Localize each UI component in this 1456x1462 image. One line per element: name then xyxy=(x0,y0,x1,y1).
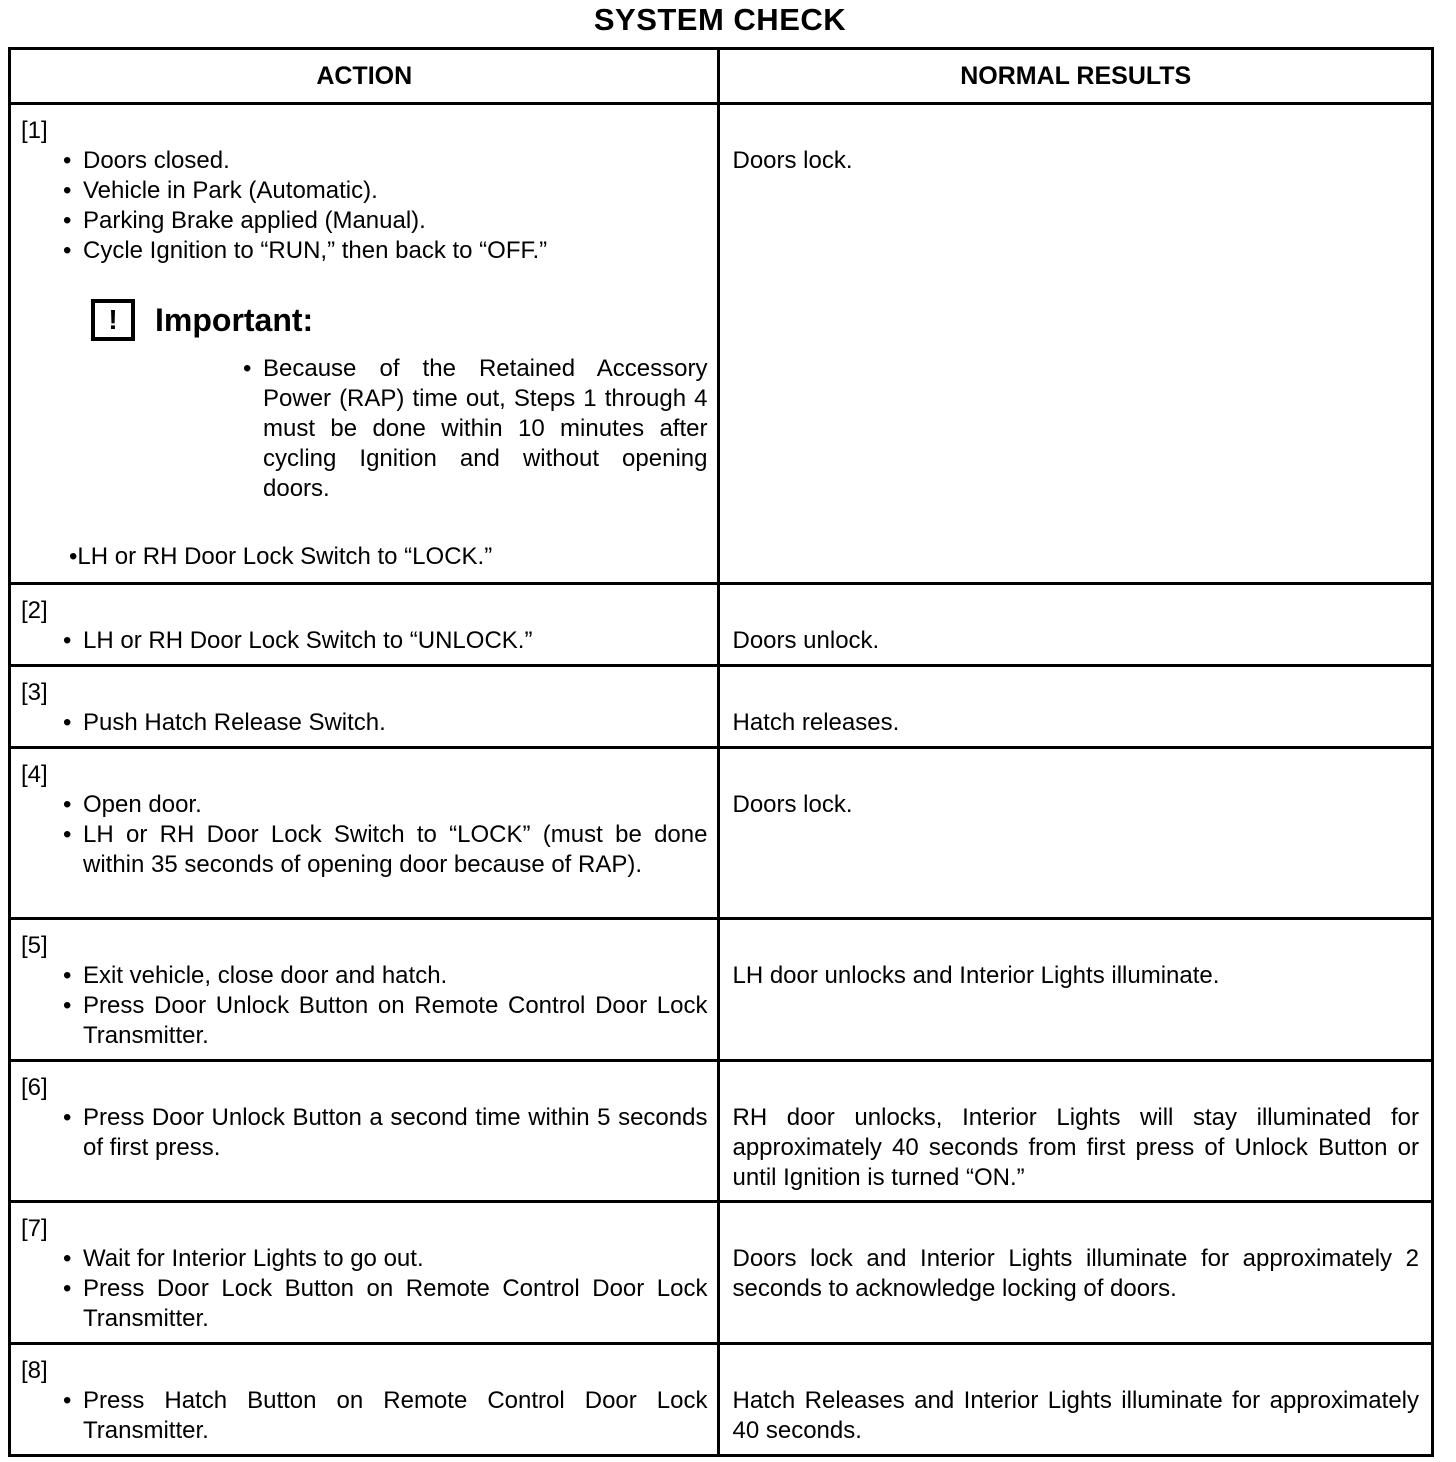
result-cell xyxy=(719,1061,1433,1202)
list-item: • Parking Brake applied (Manual). xyxy=(61,206,707,236)
action-list xyxy=(21,1386,707,1446)
step-number: [3] xyxy=(21,679,48,706)
action-list xyxy=(21,1244,707,1334)
action-cell xyxy=(10,584,719,666)
result-cell xyxy=(719,748,1433,919)
action-cell xyxy=(10,1202,719,1344)
action-list xyxy=(21,146,707,266)
result-text: LH door unlocks and Interior Lights illuminate. xyxy=(732,962,1220,989)
action-cell xyxy=(10,919,719,1061)
result-cell xyxy=(719,584,1433,666)
result-text: Doors lock. xyxy=(732,147,853,174)
table-row xyxy=(10,584,1433,666)
result-cell xyxy=(719,666,1433,748)
result-cell xyxy=(719,104,1433,584)
system-check-table xyxy=(8,47,1434,1457)
result-cell xyxy=(719,1202,1433,1344)
list-item: • Vehicle in Park (Automatic). xyxy=(61,176,707,206)
table-row xyxy=(10,1061,1433,1202)
list-item: • Wait for Interior Lights to go out. xyxy=(61,1244,707,1274)
header-row xyxy=(10,49,1433,104)
action-list xyxy=(21,790,707,880)
list-item: • Doors closed. xyxy=(61,146,707,176)
list-item: • Exit vehicle, close door and hatch. xyxy=(61,961,707,991)
important-label: Important: xyxy=(155,302,314,338)
list-item: • Press Door Lock Button on Remote Control Door Lock Transmitter. xyxy=(61,1274,707,1334)
action-cell xyxy=(10,104,719,584)
important-list xyxy=(241,354,707,504)
list-item: • LH or RH Door Lock Switch to “LOCK” (must be done within 35 seconds of opening door because of RAP). xyxy=(61,820,707,880)
table-row xyxy=(10,666,1433,748)
list-item: • Cycle Ignition to “RUN,” then back to “OFF.” xyxy=(61,236,707,266)
step-number: [8] xyxy=(21,1357,48,1384)
step-number: [7] xyxy=(21,1215,48,1242)
result-text: Doors lock and Interior Lights illuminate for approximately 2 seconds to acknowledge locking of doors. xyxy=(732,1245,1419,1302)
list-item: • Press Door Unlock Button a second time within 5 seconds of first press. xyxy=(61,1103,707,1163)
list-item: • LH or RH Door Lock Switch to “UNLOCK.” xyxy=(61,626,707,656)
result-cell xyxy=(719,1344,1433,1456)
result-text: Doors lock. xyxy=(732,791,853,818)
table-row xyxy=(10,748,1433,919)
table-row xyxy=(10,104,1433,584)
list-item: • Because of the Retained Accessory Power (RAP) time out, Steps 1 through 4 must be done within 10 minutes after cycling Ignition and without opening doors. xyxy=(241,354,707,504)
list-item: • Open door. xyxy=(61,790,707,820)
action-cell xyxy=(10,748,719,919)
action-header: ACTION xyxy=(10,49,719,104)
result-text: RH door unlocks, Interior Lights will stay illuminated for approximately 40 seconds from first press of Unlock Button or until Ignition is turned “ON.” xyxy=(732,1104,1419,1191)
action-list xyxy=(21,1103,707,1163)
table-row xyxy=(10,1202,1433,1344)
step-number: [2] xyxy=(21,597,48,624)
result-cell xyxy=(719,919,1433,1061)
step-number: [4] xyxy=(21,761,48,788)
table-row xyxy=(10,919,1433,1061)
result-text: Doors unlock. xyxy=(732,627,880,654)
action-cell xyxy=(10,1344,719,1456)
important-callout xyxy=(91,294,707,346)
action-list xyxy=(21,961,707,1051)
step-number: [1] xyxy=(21,117,48,144)
action-list xyxy=(21,708,707,738)
list-item: • Push Hatch Release Switch. xyxy=(61,708,707,738)
result-text: Hatch Releases and Interior Lights illuminate for approximately 40 seconds. xyxy=(732,1387,1419,1444)
list-item: • Press Hatch Button on Remote Control Door Lock Transmitter. xyxy=(61,1386,707,1446)
action-cell xyxy=(10,1061,719,1202)
important-icon: ! xyxy=(91,299,135,341)
page-title: SYSTEM CHECK xyxy=(593,2,847,37)
result-text: Hatch releases. xyxy=(732,709,900,736)
final-bullet: •LH or RH Door Lock Switch to “LOCK.” xyxy=(69,543,493,570)
step-number: [6] xyxy=(21,1074,48,1101)
results-header: NORMAL RESULTS xyxy=(719,49,1433,104)
action-cell xyxy=(10,666,719,748)
step-number: [5] xyxy=(21,932,48,959)
table-row xyxy=(10,1344,1433,1456)
action-list xyxy=(21,626,707,656)
list-item: • Press Door Unlock Button on Remote Control Door Lock Transmitter. xyxy=(61,991,707,1051)
